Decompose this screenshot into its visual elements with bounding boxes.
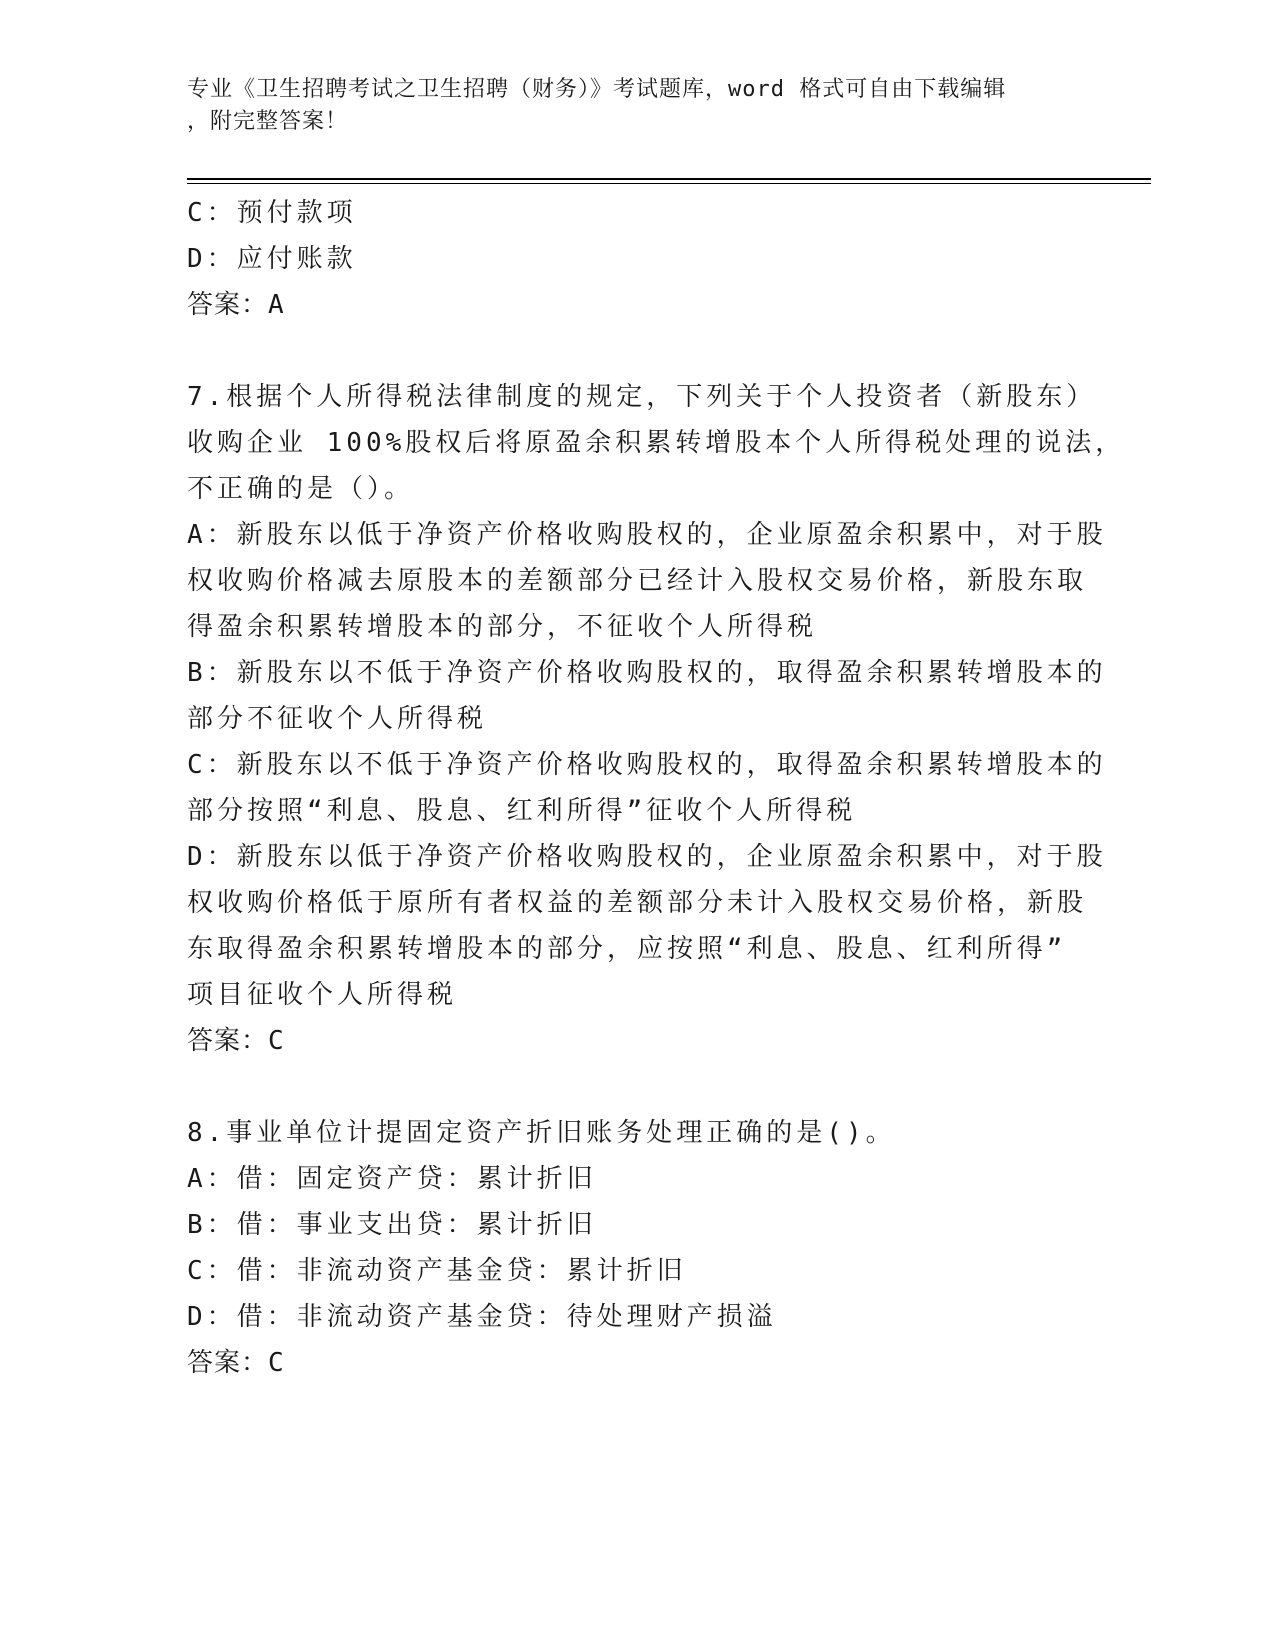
option-c-line: 部分按照“利息、股息、红利所得”征收个人所得税	[187, 796, 857, 826]
option-c: C：借：非流动资产基金贷：累计折旧	[187, 1256, 687, 1286]
question-8	[187, 1110, 1087, 1386]
header-line-1: 专业《卫生招聘考试之卫生招聘（财务）》考试题库，word 格式可自由下载编辑	[187, 77, 1007, 102]
question-7	[187, 374, 1126, 1064]
question-stem-line: 收购企业 100%股权后将原盈余积累转增股本个人所得税处理的说法，	[187, 428, 1126, 458]
option-a-line: A：新股东以低于净资产价格收购股权的，企业原盈余积累中，对于股	[187, 520, 1107, 550]
option-d-line: 权收购价格低于原所有者权益的差额部分未计入股权交易价格，新股	[187, 888, 1088, 918]
question-stem-line: 8.事业单位计提固定资产折旧账务处理正确的是()。	[187, 1118, 896, 1148]
option-a-line: 权收购价格减去原股本的差额部分已经计入股权交易价格，新股东取	[187, 566, 1088, 596]
option-b: B：借：事业支出贷：累计折旧	[187, 1210, 597, 1240]
option-d: D：应付账款	[187, 244, 357, 274]
question-stem-line: 7.根据个人所得税法律制度的规定，下列关于个人投资者（新股东）	[187, 382, 1097, 412]
option-d-line: 项目征收个人所得税	[187, 980, 458, 1010]
answer-value: A	[268, 290, 285, 320]
answer-label: 答案：	[187, 1026, 269, 1056]
spacer	[187, 328, 1087, 374]
header-line-2: ，附完整答案！	[187, 109, 349, 134]
option-d-line: 东取得盈余积累转增股本的部分，应按照“利息、股息、红利所得”	[187, 934, 1067, 964]
option-b-line: B：新股东以不低于净资产价格收购股权的，取得盈余积累转增股本的	[187, 658, 1107, 688]
answer-value: C	[268, 1026, 285, 1056]
answer-label: 答案：	[187, 1348, 269, 1378]
header-rule-thin	[187, 183, 1151, 184]
answer-line	[187, 1340, 1087, 1386]
answer-value: C	[268, 1348, 285, 1378]
header-rule-thick	[187, 178, 1151, 180]
option-d: D：借：非流动资产基金贷：待处理财产损溢	[187, 1302, 777, 1332]
document-body	[187, 190, 1126, 1386]
option-c-line: C：新股东以不低于净资产价格收购股权的，取得盈余积累转增股本的	[187, 750, 1107, 780]
answer-label: 答案：	[187, 290, 269, 320]
option-a: A：借：固定资产贷：累计折旧	[187, 1164, 597, 1194]
page-header	[187, 74, 1087, 138]
option-b-line: 部分不征收个人所得税	[187, 704, 488, 734]
answer-line	[187, 1018, 1087, 1064]
previous-question	[187, 190, 1087, 328]
option-a-line: 得盈余积累转增股本的部分，不征收个人所得税	[187, 612, 818, 642]
answer-line	[187, 282, 1087, 328]
option-d-line: D：新股东以低于净资产价格收购股权的，企业原盈余积累中，对于股	[187, 842, 1107, 872]
option-c: C：预付款项	[187, 198, 357, 228]
question-stem-line: 不正确的是（）。	[187, 474, 415, 504]
spacer	[187, 1064, 1087, 1110]
